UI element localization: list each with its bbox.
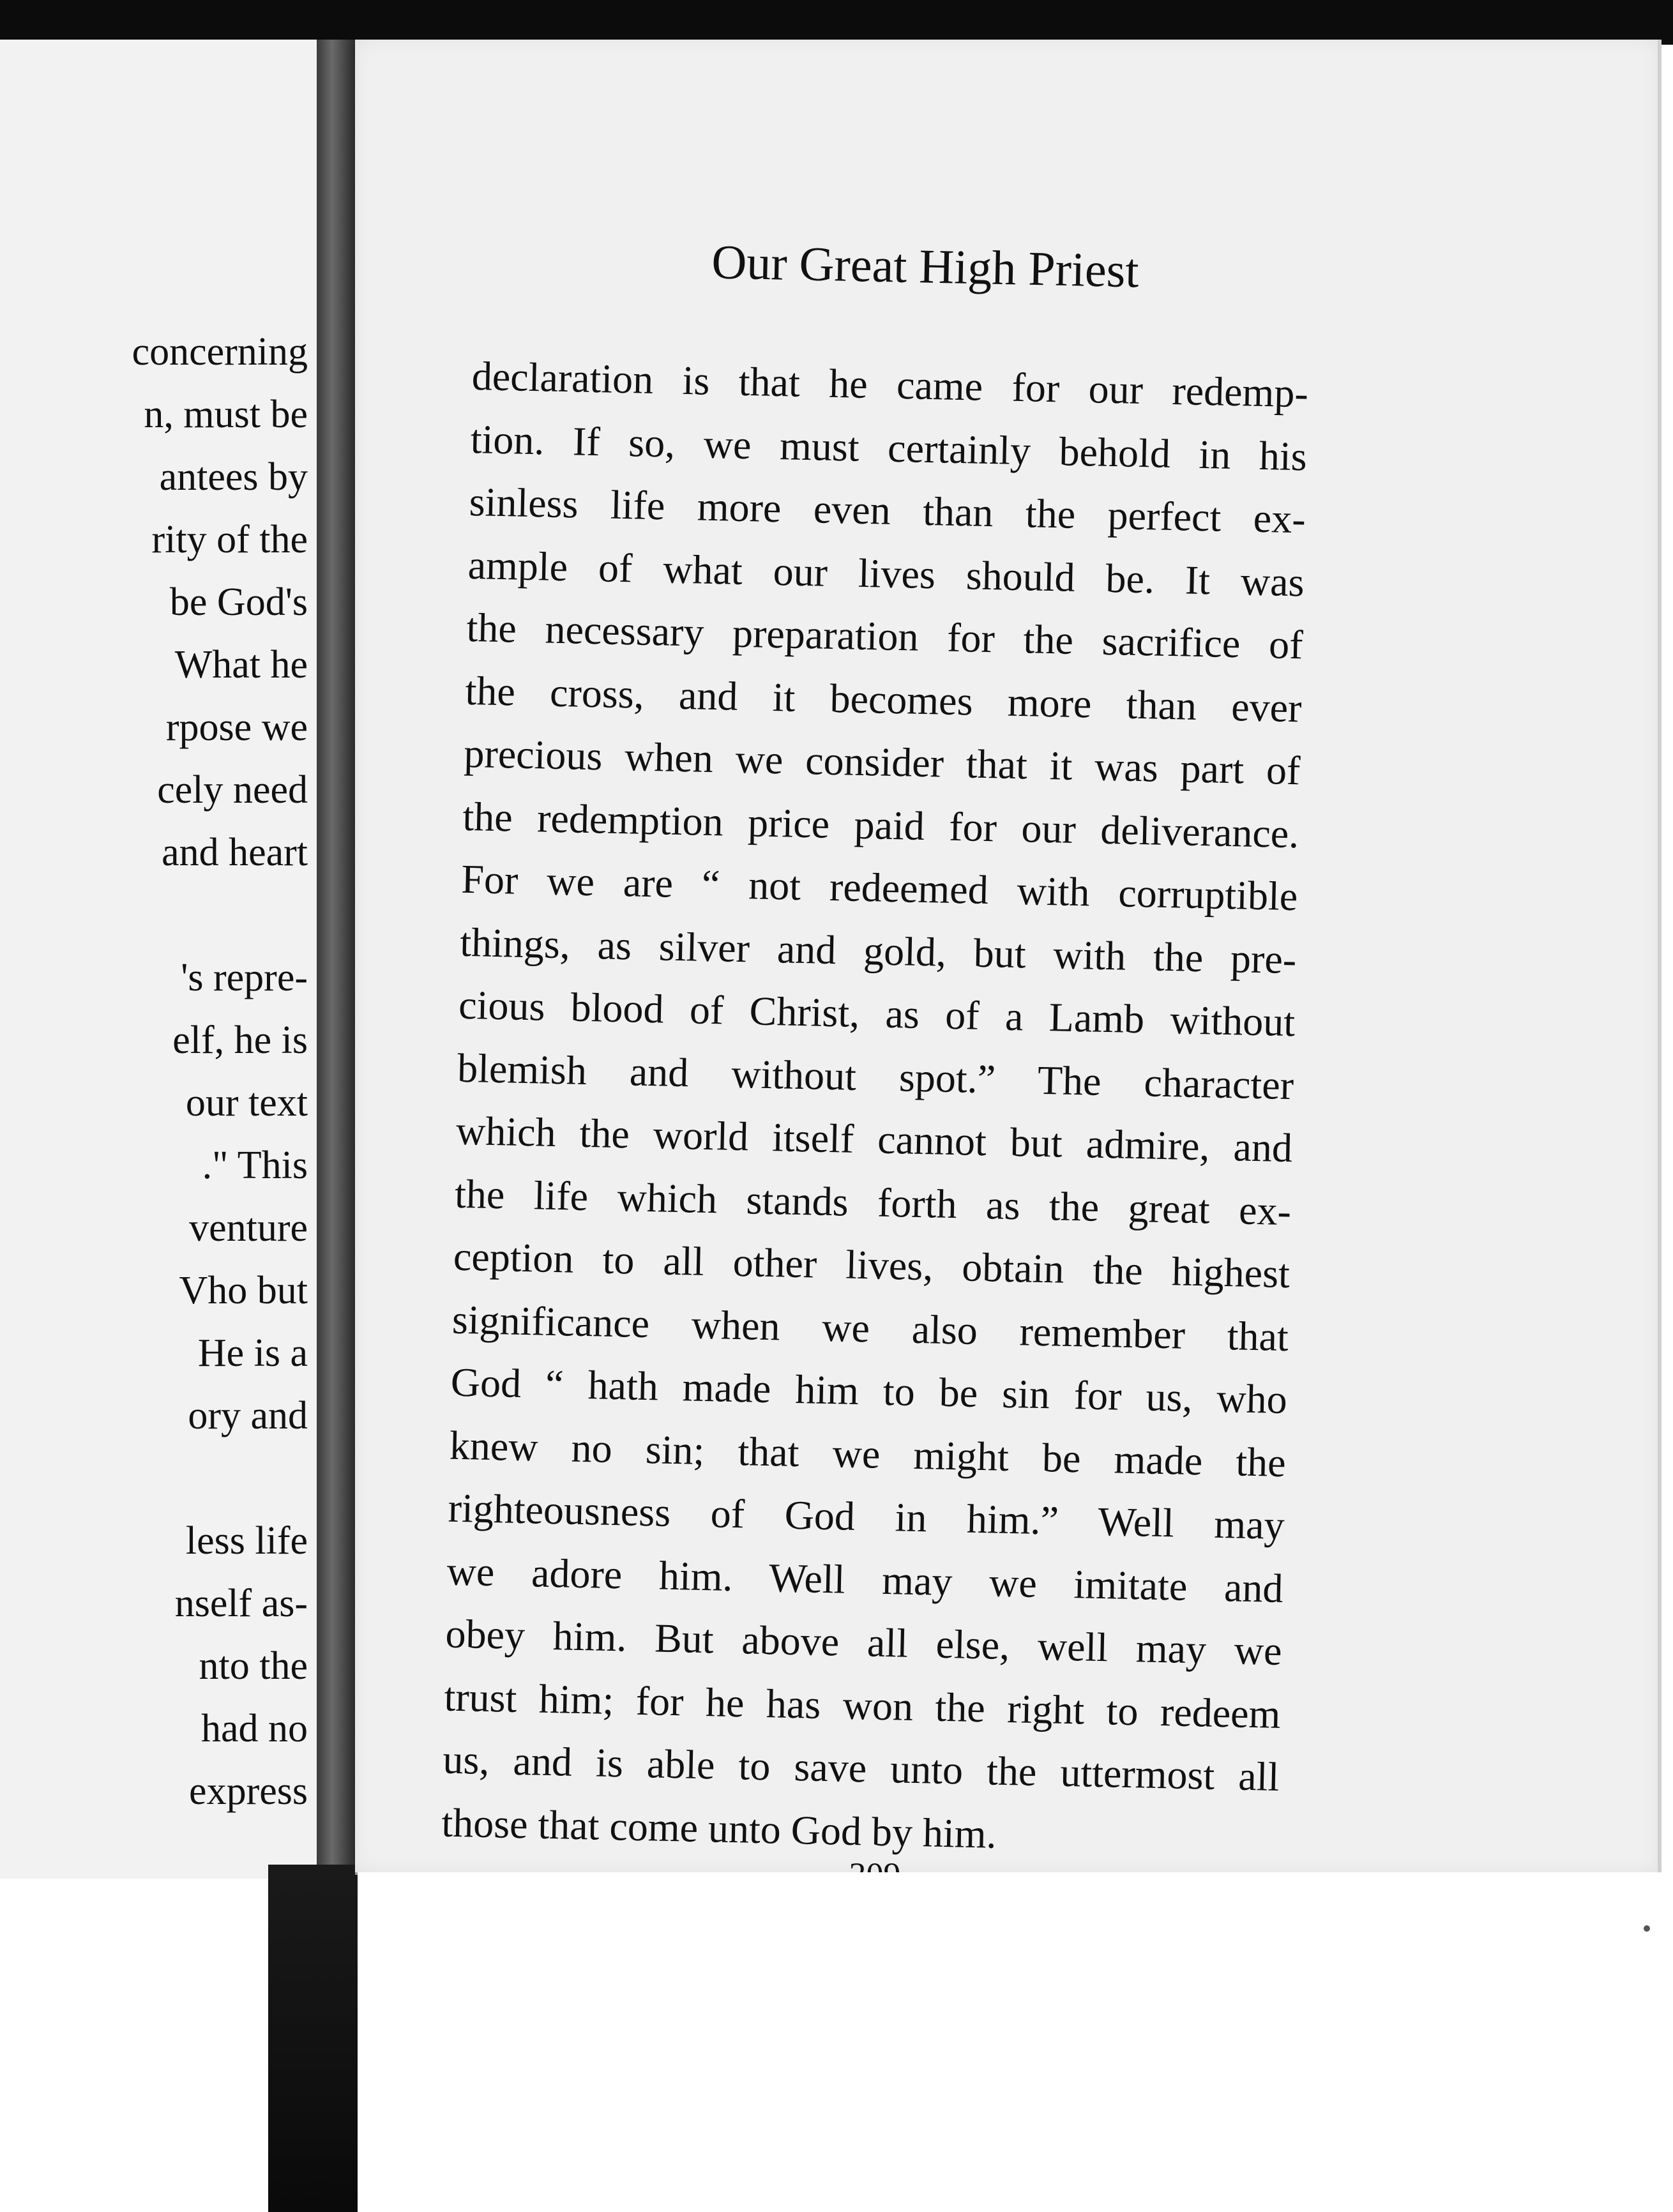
left-text-line: concerning bbox=[132, 330, 308, 374]
scan-top-border bbox=[0, 0, 1673, 45]
text-line: which the world itself cannot but admire, and bbox=[455, 1107, 1293, 1171]
text-line: ception to all other lives, obtain the highest bbox=[453, 1233, 1291, 1297]
text-line: tion. If so, we must certainly behold in his bbox=[470, 416, 1308, 479]
book-gutter bbox=[317, 40, 355, 1879]
left-text-line: 's repre- bbox=[181, 956, 308, 999]
text-line: things, as silver and gold, but with the pre- bbox=[459, 919, 1297, 982]
text-line: trust him; for he has won the right to redeem bbox=[443, 1674, 1282, 1737]
text-line: the cross, and it becomes more than ever bbox=[464, 667, 1303, 731]
left-text-line: express bbox=[189, 1769, 308, 1813]
left-text-line: less life bbox=[185, 1519, 308, 1563]
left-text-line: n, must be bbox=[144, 393, 308, 436]
left-text-line: rity of the bbox=[151, 518, 308, 561]
text-line: the redemption price paid for our deliverance. bbox=[462, 793, 1300, 856]
text-line: the necessary preparation for the sacrifice of bbox=[466, 604, 1304, 668]
body-text bbox=[441, 345, 1308, 1872]
left-text-line: rpose we bbox=[165, 706, 308, 749]
left-text-line: our text bbox=[185, 1081, 308, 1125]
left-page bbox=[0, 40, 321, 1879]
bottom-margin bbox=[358, 1872, 1673, 2212]
left-text-line bbox=[14, 884, 308, 946]
text-line: us, and is able to save unto the uttermost all bbox=[442, 1736, 1280, 1799]
left-text-line: venture bbox=[189, 1206, 308, 1250]
text-line: cious blood of Christ, as of a Lamb without bbox=[458, 981, 1296, 1045]
text-line: significance when we also remember that bbox=[451, 1296, 1289, 1360]
left-page-text bbox=[14, 321, 308, 1822]
text-line: blemish and without spot.” The character bbox=[457, 1045, 1294, 1108]
left-text-line: Vho but bbox=[179, 1269, 308, 1312]
text-line: obey him. But above all else, well may we bbox=[444, 1610, 1283, 1674]
left-text-line: nself as- bbox=[174, 1582, 308, 1625]
running-header: Our Great High Priest bbox=[711, 235, 1140, 298]
text-line: those that come unto God by him. bbox=[441, 1799, 997, 1857]
text-line: declaration is that he came for our redemp- bbox=[471, 352, 1309, 416]
text-line: For we are “ not redeemed with corruptible bbox=[460, 856, 1298, 920]
left-text-line: be God's bbox=[169, 580, 308, 624]
left-text-line: cely need bbox=[157, 768, 308, 812]
left-text-line: antees by bbox=[159, 455, 308, 499]
scan-speck bbox=[1644, 1925, 1650, 1932]
left-text-line: elf, he is bbox=[172, 1019, 308, 1062]
text-line: God “ hath made him to be sin for us, who bbox=[450, 1359, 1288, 1423]
text-line: righteousness of God in him.” Well may bbox=[448, 1485, 1285, 1549]
text-line: we adore him. Well may we imitate and bbox=[446, 1548, 1284, 1611]
left-text-line: ." This bbox=[202, 1144, 308, 1187]
left-text-line: nto the bbox=[199, 1644, 308, 1688]
left-text-line: He is a bbox=[197, 1331, 308, 1375]
left-text-line: had no bbox=[201, 1707, 308, 1750]
left-text-line bbox=[14, 1447, 308, 1510]
left-text-line: What he bbox=[174, 643, 308, 686]
text-line: sinless life more even than the perfect ex- bbox=[469, 478, 1306, 542]
text-line: precious when we consider that it was part of bbox=[463, 730, 1301, 794]
text-line: ample of what our lives should be. It was bbox=[467, 542, 1305, 605]
text-line: knew no sin; that we might be made the bbox=[449, 1422, 1287, 1485]
left-text-line: and heart bbox=[162, 831, 308, 874]
text-line: the life which stands forth as the great ex- bbox=[454, 1170, 1292, 1234]
left-text-line: ory and bbox=[188, 1394, 308, 1437]
